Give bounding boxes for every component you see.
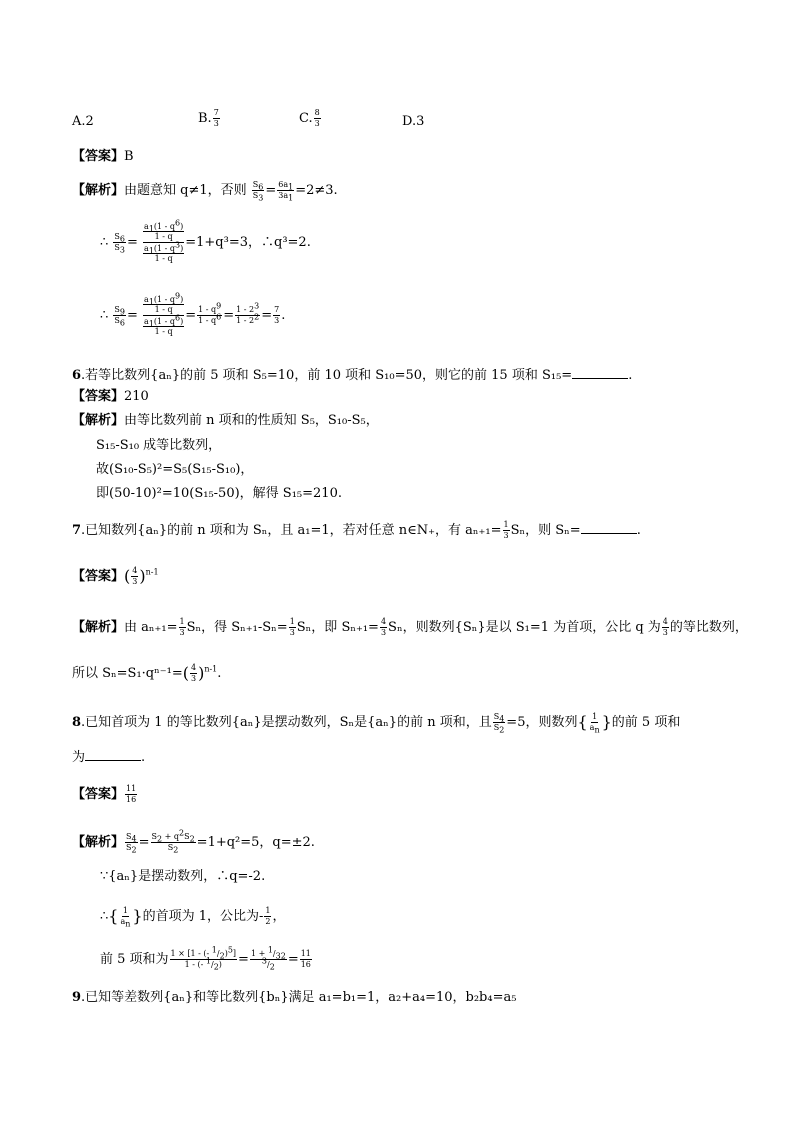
compound-fraction: $a_1(1 - q^6)$ 1 - q $a_1(1 - q^3)$ 1 - q xyxy=(144,218,184,263)
q8-analysis-line2: ∵{aₙ}是摆动数列，∴q=-2. xyxy=(100,869,266,884)
q7-question: 7.已知数列{aₙ}的前 n 项和为 Sₙ，且 a₁=1，若对任意 n∈N₊，有 aₙ₊₁= $\frac{1}{3}$ Sₙ，则 Sₙ= . xyxy=(72,520,641,540)
choice-a: A.2 xyxy=(72,114,94,129)
q6-analysis-line3: 故(S₁₀-S₅)²=S₅(S₁₅-S₁₀)， xyxy=(96,462,254,477)
compound-fraction: $a_1(1 - q^9)$ 1 - q $a_1(1 - q^6)$ 1 - q xyxy=(144,291,184,336)
choice-b: B. $\frac{7}{3}$ xyxy=(198,108,219,128)
q5-step2: ∴ $\frac{S_9}{S_6}$ = $a_1(1 - q^9)$ 1 - q $a_1(1 - q^6)$ 1 - q = $\frac{1 - q^9}{1 - q^6}$ = $\frac{1 - 2^3}{1 - 2^2}$ = $\frac{7}{3}$ . xyxy=(100,291,286,336)
q8-question: 8.已知首项为 1 的等比数列{aₙ}是摆动数列，Sₙ是{aₙ}的前 n 项和，且 $\frac{S_4}{S_2}$ =5，则数列{ $\frac{1}{a_n}$ }的前 5 项和 xyxy=(72,712,681,735)
q6-question: 6.若等比数列{aₙ}的前 5 项和 S₅=10，前 10 项和 S₁₀=50，则它的前 15 项和 S₁₅= . xyxy=(72,368,633,383)
q8-answer: 【答案】 $\frac{11}{16}$ xyxy=(72,784,137,804)
fraction: $\frac{8}{3}$ xyxy=(314,108,320,128)
q6-analysis-line1: 【解析】由等比数列前 n 项和的性质知 S₅，S₁₀-S₅， xyxy=(72,413,379,428)
q7-analysis-line1: 【解析】由 aₙ₊₁= $\frac{1}{3}$ Sₙ，得 Sₙ₊₁-Sₙ= $\frac{1}{3}$ Sₙ，即 Sₙ₊₁= $\frac{4}{3}$ Sₙ，则数列{Sₙ}是以 S₁=1 为首项，公比 q 为 $\frac{4}{3}$ 的等比数列， xyxy=(72,617,748,637)
answer-blank xyxy=(85,748,141,761)
answer-blank xyxy=(572,366,628,379)
q5-answer: 【答案】B xyxy=(72,149,134,164)
q8-analysis-line4: 前 5 项和为 $\frac{1 \times [1 - (- ^1/_2)^5]}{1 - (- ^1/_2)}$ = $\frac{1 + ^1/_{32}}{^3/_2}$ = $\frac{11}{16}$ xyxy=(100,945,311,972)
choice-c: C. $\frac{8}{3}$ xyxy=(299,108,320,128)
q8-analysis-line3: ∴{ $\frac{1}{a_n}$ }的首项为 1，公比为- $\frac{1}{2}$ ， xyxy=(100,906,286,929)
answer-blank xyxy=(581,521,637,534)
q6-analysis-line2: S₁₅-S₁₀ 成等比数列， xyxy=(96,438,222,453)
choice-d: D.3 xyxy=(402,114,425,129)
q9-question: 9.已知等差数列{aₙ}和等比数列{bₙ}满足 a₁=b₁=1，a₂+a₄=10，b₂b₄=a₅ xyxy=(72,990,517,1005)
q5-analysis-line1: 【解析】由题意知 q≠1，否则 $\frac{S_6}{S_3}$ = $\frac{6a_1}{3a_1}$ =2≠3. xyxy=(72,180,338,203)
q6-analysis-line4: 即(50-10)²=10(S₁₅-50)，解得 S₁₅=210. xyxy=(96,486,342,501)
q8-analysis-line1: 【解析】 $\frac{S_4}{S_2}$ = $\frac{S_2 + q^2S_2}{S_2}$ =1+q²=5，q=±2. xyxy=(72,828,315,855)
q6-answer: 【答案】210 xyxy=(72,389,149,404)
q5-step1: ∴ $\frac{S_6}{S_3}$ = $a_1(1 - q^6)$ 1 - q $a_1(1 - q^3)$ 1 - q =1+q³=3，∴q³=2. xyxy=(100,218,311,263)
q7-analysis-line2: 所以 Sₙ=S₁·qⁿ⁻¹=( $\frac{4}{3}$ )$^{n-1}$. xyxy=(72,663,222,683)
q7-answer: 【答案】( $\frac{4}{3}$ )$^{n-1}$ xyxy=(72,566,159,586)
q8-question-line2: 为 . xyxy=(72,750,146,765)
fraction: $\frac{7}{3}$ xyxy=(213,108,219,128)
